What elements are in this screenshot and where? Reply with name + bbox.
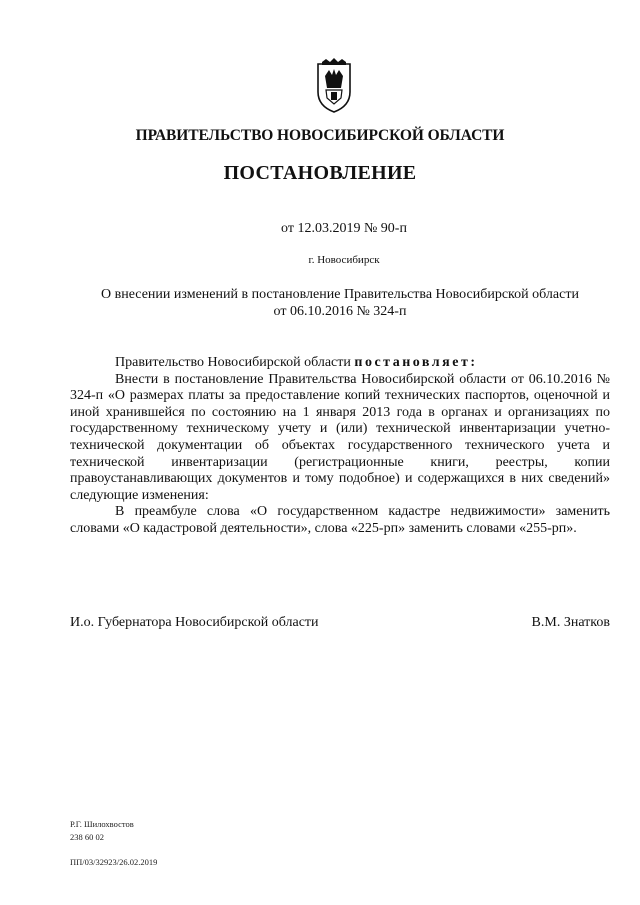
footer-phone: 238 60 02 [70,832,104,842]
intro-text: Правительство Новосибирской области [115,355,355,370]
paragraph-2: В преамбуле слова «О государственном кадастре недвижимости» заменить словами «О кадастровой деятельности», слова «225-рп» заменить словами «255-рп». [70,504,610,536]
signatory-name: В.М. Знатков [531,615,610,630]
decree-word: постановляет: [354,355,478,370]
document-type: ПОСТАНОВЛЕНИЕ [223,162,417,184]
coat-of-arms-icon [314,58,354,114]
title-line-1: О внесении изменений в постановление Правительства Новосибирской области [101,287,579,302]
footer-doc-code: ПП/03/32923/26.02.2019 [70,857,158,867]
document-body [70,355,610,538]
footer-author: Р.Г. Шилохвостов [70,819,134,829]
paragraph-1: Внести в постановление Правительства Новосибирской области от 06.10.2016 № 324-п «О размерах платы за предоставление копий технических паспортов, оценочной и иной хранившейся по состоянию на 1 января 2013 года в органах и организациях по государственному техническому учету и (или) технической инвентаризации учетно-технической документации об объектах государственного технического учета и технической инвентаризации (регистрационные книги, реестры, копии правоустанавливающих документов и тому подобное) и содержащихся в них сведений» следующие изменения: [70,371,610,503]
document-city: г. Новосибирск [308,254,380,266]
organization-name: ПРАВИТЕЛЬСТВО НОВОСИБИРСКОЙ ОБЛАСТИ [135,127,505,144]
document-title [70,286,610,320]
document-date-number: от 12.03.2019 № 90-п [281,221,407,236]
signatory-position: И.о. Губернатора Новосибирской области [70,615,319,630]
title-line-2: от 06.10.2016 № 324-п [273,304,407,319]
intro-paragraph [70,355,610,372]
